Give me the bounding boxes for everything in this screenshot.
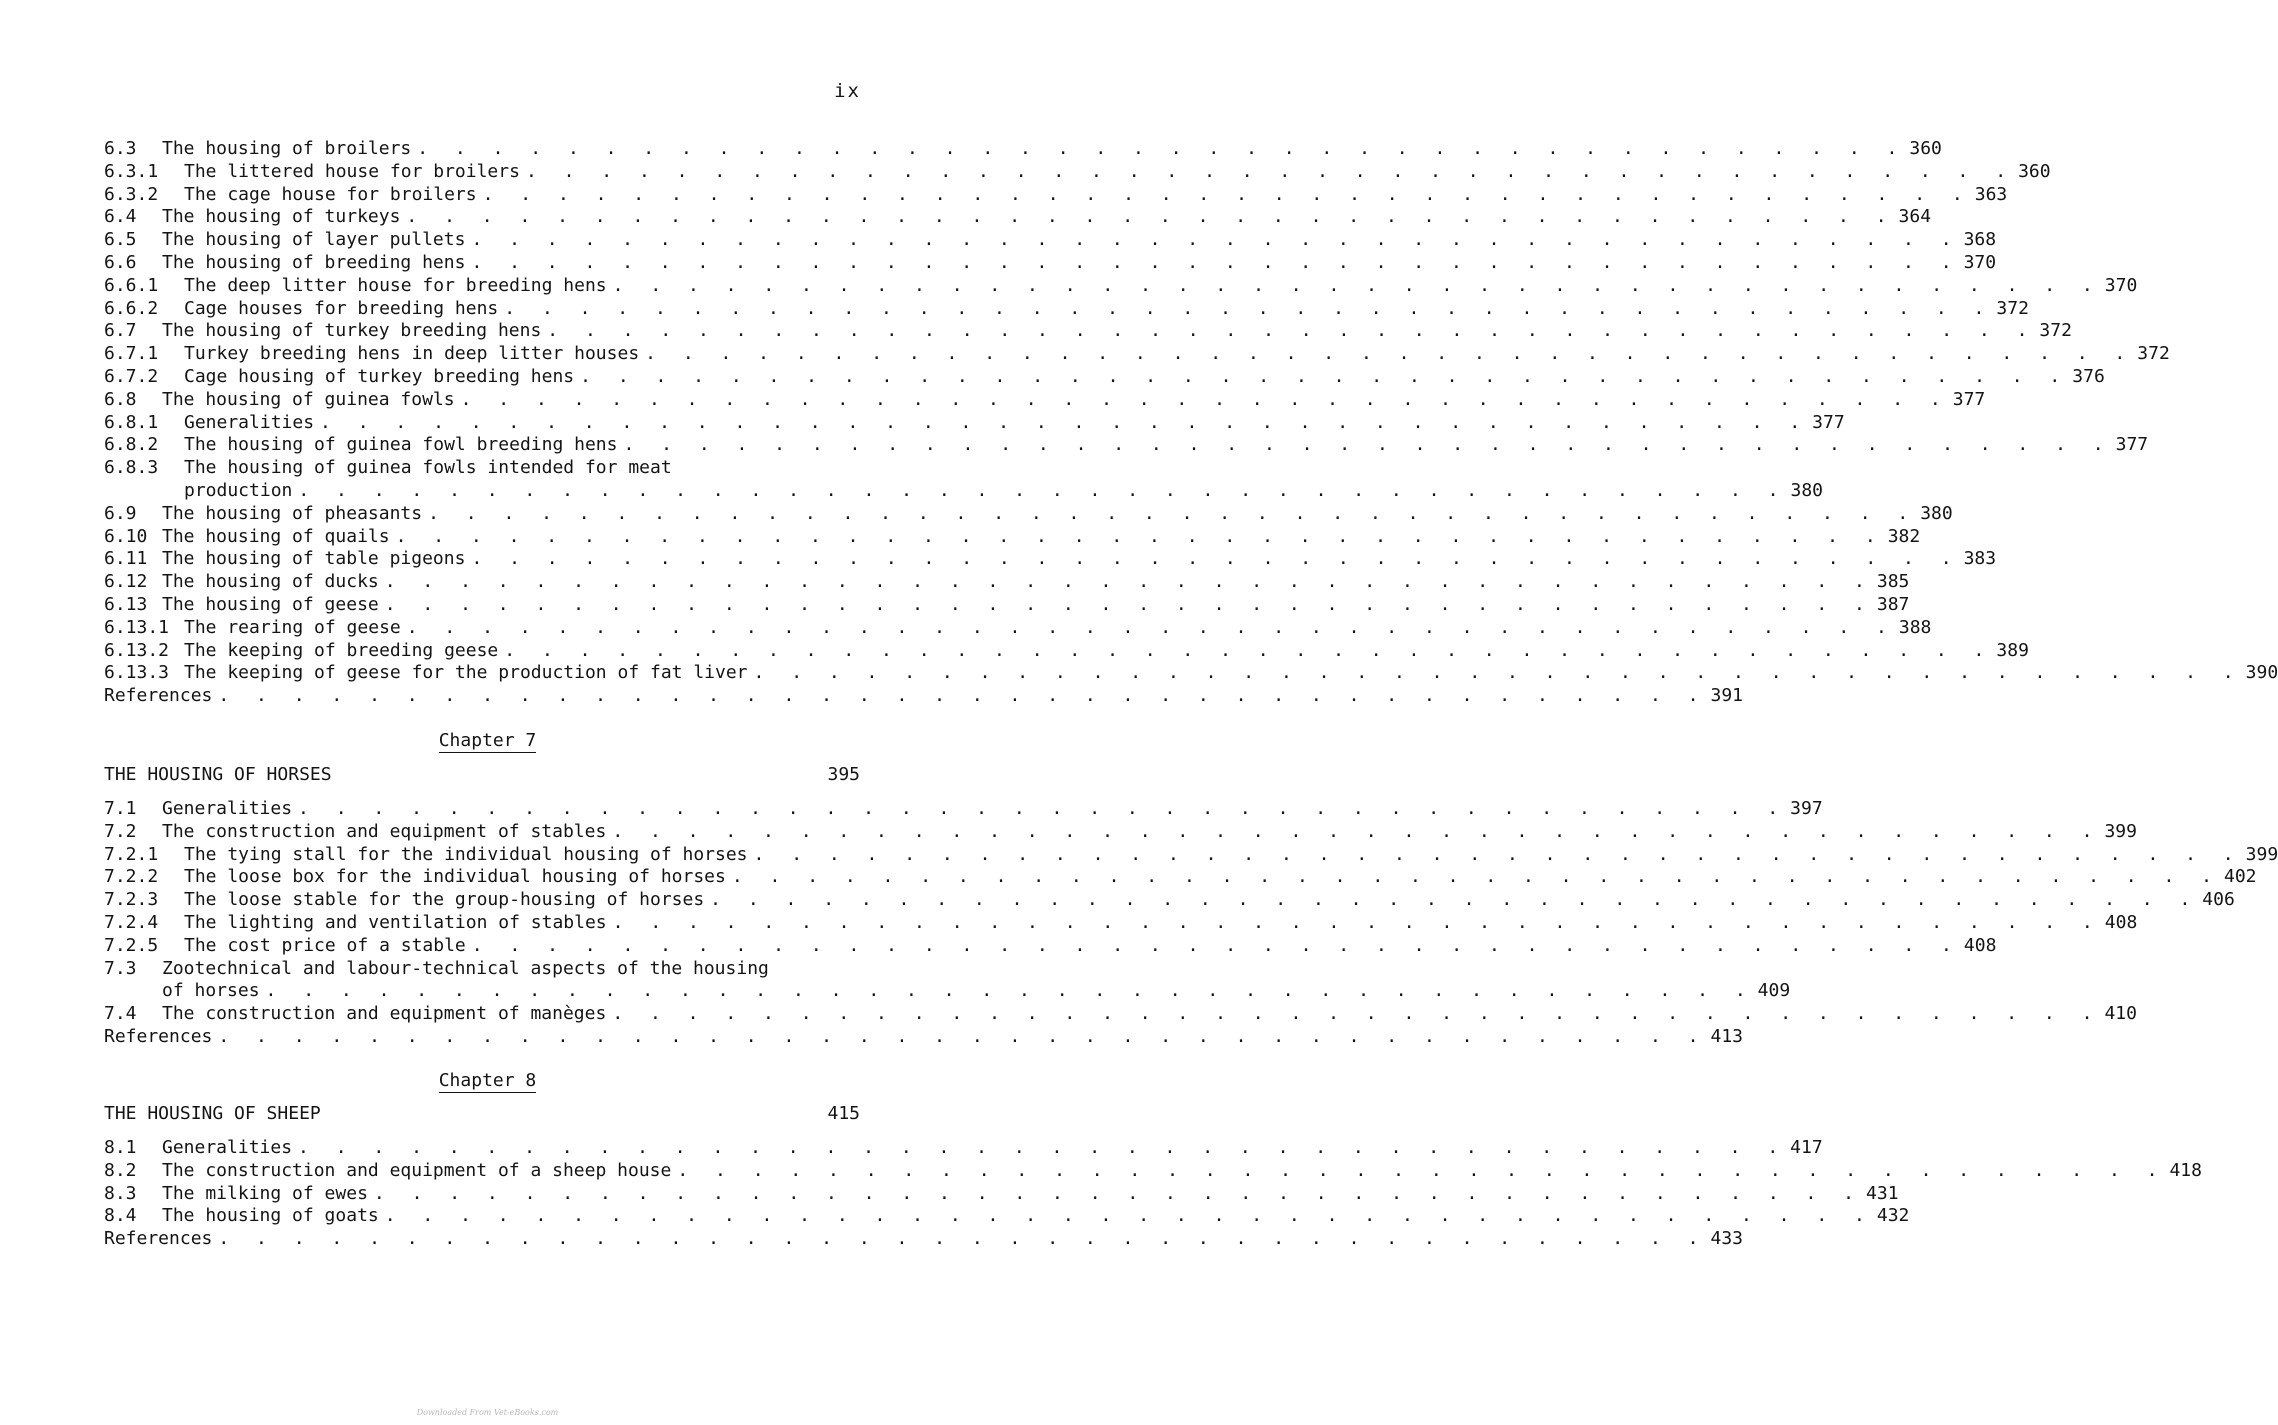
toc-entry-number: 8.2 — [104, 1160, 137, 1181]
toc-entry-title: The loose stable for the group-housing of horses — [184, 889, 705, 910]
toc-entry — [104, 662, 2278, 684]
dot-leader: . . . . . . . . . . . . . . . . . . . . . . . . . . . . . . . . . . . . . . . . — [265, 980, 1754, 1001]
toc-entry-number: 6.8 — [104, 389, 137, 410]
toc-entry-title: Generalities — [184, 412, 315, 433]
dot-leader: . . . . . . . . . . . . . . . . . . . . . . . . . . . . . . . . . . . . . . . . — [298, 1137, 1787, 1158]
toc-entry — [104, 275, 2138, 297]
toc-entry-number: 6.13.3 — [104, 662, 170, 683]
toc-entry-page: 399 — [2245, 844, 2278, 865]
toc-entry-number: 6.7.1 — [104, 343, 159, 364]
toc-entry-page: 408 — [2104, 912, 2138, 933]
toc-entry — [104, 343, 2170, 365]
dot-leader: . . . . . . . . . . . . . . . . . . . . . . . . . . . . . . . . . . . . . . . . — [406, 617, 1895, 638]
toc-entry-title: References — [104, 685, 213, 706]
toc-entry-page: 372 — [1996, 298, 2029, 319]
toc-entry — [104, 1003, 2137, 1025]
toc-entry-page: 406 — [2202, 889, 2235, 910]
toc-entry-page: 388 — [1898, 617, 1932, 638]
toc-entry-page: 402 — [2223, 866, 2257, 887]
toc-entry-page: 380 — [1920, 503, 1953, 524]
toc-entry-number: 6.6.2 — [104, 298, 159, 319]
dot-leader: . . . . . . . . . . . . . . . . . . . . . . . . . . . . . . . . . . . . . . . . — [471, 548, 1960, 569]
toc-entry-title: The littered house for broilers — [184, 161, 520, 182]
toc-entry-number: 8.4 — [104, 1205, 137, 1226]
toc-entry-page: 390 — [2245, 662, 2278, 683]
toc-entry-number: 7.2.3 — [104, 889, 159, 910]
toc-entry-page: 408 — [1963, 935, 1997, 956]
toc-entry — [104, 480, 1824, 502]
toc-entry-page: 385 — [1876, 571, 1910, 592]
dot-leader: . . . . . . . . . . . . . . . . . . . . . . . . . . . . . . . . . . . . . . . . — [298, 798, 1787, 819]
toc-entry-title: The housing of goats — [162, 1205, 379, 1226]
toc-entry-number: 6.4 — [104, 206, 137, 227]
toc-entry-title: The cage house for broilers — [184, 184, 477, 205]
dot-leader: . . . . . . . . . . . . . . . . . . . . . . . . . . . . . . . . . . . . . . . . — [384, 571, 1873, 592]
toc-entry-title: The housing of guinea fowl breeding hens — [184, 434, 618, 455]
dot-leader: . . . . . . . . . . . . . . . . . . . . . . . . . . . . . . . . . . . . . . . . — [547, 320, 2036, 341]
toc-entry — [104, 798, 1823, 820]
toc-entry-page: 389 — [1996, 640, 2029, 661]
page-number: ix — [834, 80, 861, 102]
dot-leader: . . . . . . . . . . . . . . . . . . . . . . . . . . . . . . . . . . . . . . . . — [612, 912, 2101, 933]
toc-entry — [104, 457, 672, 479]
chapter-8-title: THE HOUSING OF SHEEP — [104, 1103, 321, 1124]
toc-entry-title: Cage housing of turkey breeding hens — [184, 366, 575, 387]
toc-entry — [104, 1137, 1823, 1159]
toc-entry — [104, 138, 1942, 160]
toc-entry-title: Turkey breeding hens in deep litter houses — [184, 343, 640, 364]
toc-entry — [104, 1160, 2202, 1182]
dot-leader: . . . . . . . . . . . . . . . . . . . . . . . . . . . . . . . . . . . . . . . . — [623, 434, 2112, 455]
toc-entry-number: 7.2.1 — [104, 844, 159, 865]
toc-entry-title: The housing of pheasants — [162, 503, 423, 524]
chapter-7-heading — [0, 729, 975, 753]
toc-entry-title: The housing of table pigeons — [162, 548, 466, 569]
dot-leader: . . . . . . . . . . . . . . . . . . . . . . . . . . . . . . . . . . . . . . . . — [320, 412, 1809, 433]
toc-entry — [104, 889, 2235, 911]
toc-entry — [104, 935, 1997, 957]
toc-entry — [104, 958, 769, 980]
dot-leader: . . . . . . . . . . . . . . . . . . . . . . . . . . . . . . . . . . . . . . . . — [753, 844, 2242, 865]
toc-entry-page: 391 — [1710, 685, 1744, 706]
dot-leader: . . . . . . . . . . . . . . . . . . . . . . . . . . . . . . . . . . . . . . . . — [373, 1183, 1863, 1204]
toc-entry-number: 6.6.1 — [104, 275, 159, 296]
dot-leader: . . . . . . . . . . . . . . . . . . . . . . . . . . . . . . . . . . . . . . . . — [677, 1160, 2166, 1181]
toc-entry — [104, 229, 1997, 251]
toc-entry-title: The housing of breeding hens — [162, 252, 466, 273]
toc-entry-title: The construction and equipment of a sheep house — [162, 1160, 672, 1181]
dot-leader: . . . . . . . . . . . . . . . . . . . . . . . . . . . . . . . . . . . . . . . . — [218, 1228, 1707, 1249]
toc-entry-number: 6.13.1 — [104, 617, 170, 638]
toc-entry-number: 6.12 — [104, 571, 148, 592]
toc-references — [104, 1026, 1744, 1048]
dot-leader: . . . . . . . . . . . . . . . . . . . . . . . . . . . . . . . . . . . . . . . . — [612, 1003, 2101, 1024]
dot-leader: . . . . . . . . . . . . . . . . . . . . . . . . . . . . . . . . . . . . . . . . — [384, 594, 1873, 615]
toc-entry — [104, 1205, 1910, 1227]
toc-entry-number: 7.2.4 — [104, 912, 159, 933]
dot-leader: . . . . . . . . . . . . . . . . . . . . . . . . . . . . . . . . . . . . . . . . — [525, 161, 2015, 182]
toc-entry — [104, 252, 1997, 274]
dot-leader: . . . . . . . . . . . . . . . . . . . . . . . . . . . . . . . . . . . . . . . . — [395, 526, 1884, 547]
toc-entry-title: The construction and equipment of stables — [162, 821, 607, 842]
toc-entry-page: 413 — [1710, 1026, 1744, 1047]
footer-watermark: Downloaded From Vet-eBooks.com — [416, 1408, 559, 1417]
dot-leader: . . . . . . . . . . . . . . . . . . . . . . . . . . . . . . . . . . . . . . . . — [612, 821, 2101, 842]
toc-chapter-7 — [104, 798, 2278, 1058]
toc-entry — [104, 548, 1997, 570]
toc-entry — [104, 503, 1953, 525]
toc-entry-page: 409 — [1757, 980, 1791, 1001]
dot-leader: . . . . . . . . . . . . . . . . . . . . . . . . . . . . . . . . . . . . . . . . — [417, 138, 1906, 159]
chapter-8-page: 415 — [827, 1103, 860, 1124]
toc-entry-number: 8.3 — [104, 1183, 137, 1204]
toc-entry — [104, 912, 2138, 934]
toc-entry — [104, 320, 2072, 342]
toc-entry-page: 368 — [1963, 229, 1997, 250]
chapter-8-heading — [0, 1069, 975, 1093]
toc-entry — [104, 844, 2278, 866]
toc-entry — [104, 412, 1845, 434]
toc-entry-title: The housing of layer pullets — [162, 229, 466, 250]
dot-leader: . . . . . . . . . . . . . . . . . . . . . . . . . . . . . . . . . . . . . . . . — [460, 389, 1949, 410]
toc-entry-page: 377 — [1812, 412, 1845, 433]
toc-entry-title: The housing of turkeys — [162, 206, 401, 227]
toc-entry-page: 377 — [1952, 389, 1986, 410]
dot-leader: . . . . . . . . . . . . . . . . . . . . . . . . . . . . . . . . . . . . . . . . — [645, 343, 2134, 364]
toc-entry-number: 8.1 — [104, 1137, 137, 1158]
toc-entry-number: 7.2 — [104, 821, 137, 842]
toc-entry-number: 6.8.2 — [104, 434, 159, 455]
toc-entry — [104, 866, 2257, 888]
toc-entry-page: 417 — [1790, 1137, 1823, 1158]
toc-entry-title: The housing of turkey breeding hens — [162, 320, 542, 341]
toc-entry-number: 6.13 — [104, 594, 148, 615]
dot-leader: . . . . . . . . . . . . . . . . . . . . . . . . . . . . . . . . . . . . . . . . — [471, 229, 1960, 250]
toc-entry-page: 360 — [1909, 138, 1942, 159]
toc-entry-title: The housing of geese — [162, 594, 379, 615]
toc-entry-page: 418 — [2169, 1160, 2202, 1181]
toc-entry-title: The deep litter house for breeding hens — [184, 275, 607, 296]
toc-entry-title: The housing of guinea fowls — [162, 389, 455, 410]
dot-leader: . . . . . . . . . . . . . . . . . . . . . . . . . . . . . . . . . . . . . . . . — [731, 866, 2220, 887]
chapter-7-title: THE HOUSING OF HORSES — [104, 764, 332, 785]
toc-entry — [104, 206, 1932, 228]
toc-entry-page: 370 — [2104, 275, 2138, 296]
dot-leader: . . . . . . . . . . . . . . . . . . . . . . . . . . . . . . . . . . . . . . . . — [504, 298, 1993, 319]
toc-entry-number: 6.13.2 — [104, 640, 170, 661]
chapter-7-page: 395 — [827, 764, 860, 785]
toc-entry — [104, 298, 2029, 320]
toc-entry-page: 364 — [1898, 206, 1932, 227]
toc-entry — [104, 1183, 1899, 1205]
toc-entry-title: The keeping of breeding geese — [184, 640, 499, 661]
dot-leader: . . . . . . . . . . . . . . . . . . . . . . . . . . . . . . . . . . . . . . . . — [482, 184, 1971, 205]
dot-leader: . . . . . . . . . . . . . . . . . . . . . . . . . . . . . . . . . . . . . . . . — [612, 275, 2101, 296]
toc-entry — [104, 594, 1910, 616]
toc-entry-title: The cost price of a stable — [184, 935, 466, 956]
dot-leader: . . . . . . . . . . . . . . . . . . . . . . . . . . . . . . . . . . . . . . . . — [298, 480, 1787, 501]
toc-entry-page: 382 — [1887, 526, 1921, 547]
toc-entry-title: The lighting and ventilation of stables — [184, 912, 607, 933]
toc-entry-page: 399 — [2104, 821, 2137, 842]
chapter-7-label: Chapter 7 — [438, 730, 537, 751]
toc-entry-page: 431 — [1866, 1183, 1899, 1204]
toc-entry — [104, 571, 1910, 593]
toc-entry-title: The housing of quails — [162, 526, 390, 547]
dot-leader: . . . . . . . . . . . . . . . . . . . . . . . . . . . . . . . . . . . . . . . . — [753, 662, 2242, 683]
toc-entry-title: The housing of guinea fowls intended for meat — [184, 457, 672, 478]
toc-entry-number: 7.2.5 — [104, 935, 159, 956]
toc-entry-title: The milking of ewes — [162, 1183, 368, 1204]
toc-entry — [104, 617, 1932, 639]
toc-entry-number: 6.3.2 — [104, 184, 159, 205]
toc-references — [104, 685, 1744, 707]
toc-entry-title: The construction and equipment of manèges — [162, 1003, 607, 1024]
toc-entry-title: The loose box for the individual housing of horses — [184, 866, 726, 887]
dot-leader: . . . . . . . . . . . . . . . . . . . . . . . . . . . . . . . . . . . . . . . . — [710, 889, 2199, 910]
toc-entry-title: The housing of ducks — [162, 571, 379, 592]
toc-entry-number: 6.8.1 — [104, 412, 159, 433]
toc-entry-number: 7.1 — [104, 798, 137, 819]
toc-entry — [104, 434, 2149, 456]
toc-entry-number: 7.4 — [104, 1003, 137, 1024]
toc-entry — [104, 640, 2029, 662]
dot-leader: . . . . . . . . . . . . . . . . . . . . . . . . . . . . . . . . . . . . . . . . — [471, 252, 1960, 273]
toc-entry-page: 372 — [2137, 343, 2170, 364]
toc-entry-number: 6.7 — [104, 320, 137, 341]
chapter-8-label: Chapter 8 — [438, 1070, 537, 1091]
toc-entry-page: 387 — [1876, 594, 1910, 615]
toc-entry — [104, 389, 1986, 411]
toc-section-6 — [104, 138, 2278, 718]
toc-entry-title: Generalities — [162, 1137, 293, 1158]
toc-entry-page: 397 — [1790, 798, 1823, 819]
toc-entry-page: 432 — [1876, 1205, 1910, 1226]
toc-entry-page: 383 — [1963, 548, 1997, 569]
toc-entry-number: 6.7.2 — [104, 366, 159, 387]
toc-entry-page: 377 — [2115, 434, 2149, 455]
toc-references — [104, 1228, 1744, 1250]
chapter-8-title-row — [104, 1103, 860, 1125]
toc-entry-number: 6.6 — [104, 252, 137, 273]
toc-entry — [104, 366, 2105, 388]
toc-entry-title: of horses — [162, 980, 260, 1001]
toc-entry-page: 363 — [1974, 184, 2008, 205]
toc-entry-title: Generalities — [162, 798, 293, 819]
toc-entry-title: Zootechnical and labour-technical aspects of the housing — [162, 958, 769, 979]
toc-entry-page: 370 — [1963, 252, 1997, 273]
toc-entry-title: production — [184, 480, 293, 501]
toc-entry-number: 6.5 — [104, 229, 137, 250]
toc-entry-number: 7.2.2 — [104, 866, 159, 887]
toc-entry-page: 376 — [2072, 366, 2105, 387]
dot-leader: . . . . . . . . . . . . . . . . . . . . . . . . . . . . . . . . . . . . . . . . — [384, 1205, 1873, 1226]
toc-entry-number: 6.3 — [104, 138, 137, 159]
dot-leader: . . . . . . . . . . . . . . . . . . . . . . . . . . . . . . . . . . . . . . . . — [428, 503, 1917, 524]
toc-entry-title: The keeping of geese for the production of fat liver — [184, 662, 748, 683]
toc-entry-number: 7.3 — [104, 958, 137, 979]
toc-chapter-8 — [104, 1137, 2202, 1257]
toc-entry-number: 6.10 — [104, 526, 148, 547]
toc-entry — [104, 980, 1791, 1002]
toc-entry-number: 6.9 — [104, 503, 137, 524]
toc-entry-page: 380 — [1790, 480, 1824, 501]
toc-entry — [104, 161, 2051, 183]
toc-entry-page: 410 — [2104, 1003, 2137, 1024]
toc-entry-page: 360 — [2018, 161, 2051, 182]
dot-leader: . . . . . . . . . . . . . . . . . . . . . . . . . . . . . . . . . . . . . . . . — [218, 685, 1707, 706]
dot-leader: . . . . . . . . . . . . . . . . . . . . . . . . . . . . . . . . . . . . . . . . — [406, 206, 1895, 227]
toc-entry-title: References — [104, 1026, 213, 1047]
dot-leader: . . . . . . . . . . . . . . . . . . . . . . . . . . . . . . . . . . . . . . . . — [504, 640, 1993, 661]
toc-entry-title: The tying stall for the individual housing of horses — [184, 844, 748, 865]
toc-entry-page: 433 — [1710, 1228, 1744, 1249]
toc-entry-number: 6.3.1 — [104, 161, 159, 182]
toc-entry-title: The rearing of geese — [184, 617, 401, 638]
toc-entry — [104, 184, 2008, 206]
dot-leader: . . . . . . . . . . . . . . . . . . . . . . . . . . . . . . . . . . . . . . . . — [580, 366, 2069, 387]
toc-entry-title: Cage houses for breeding hens — [184, 298, 499, 319]
toc-entry-page: 372 — [2039, 320, 2072, 341]
toc-entry-title: References — [104, 1228, 213, 1249]
dot-leader: . . . . . . . . . . . . . . . . . . . . . . . . . . . . . . . . . . . . . . . . — [218, 1026, 1707, 1047]
dot-leader: . . . . . . . . . . . . . . . . . . . . . . . . . . . . . . . . . . . . . . . . — [471, 935, 1960, 956]
toc-entry — [104, 526, 1921, 548]
toc-entry-number: 6.11 — [104, 548, 148, 569]
toc-entry-number: 6.8.3 — [104, 457, 159, 478]
toc-entry — [104, 821, 2137, 843]
toc-entry-title: The housing of broilers — [162, 138, 412, 159]
chapter-7-title-row — [104, 764, 860, 786]
